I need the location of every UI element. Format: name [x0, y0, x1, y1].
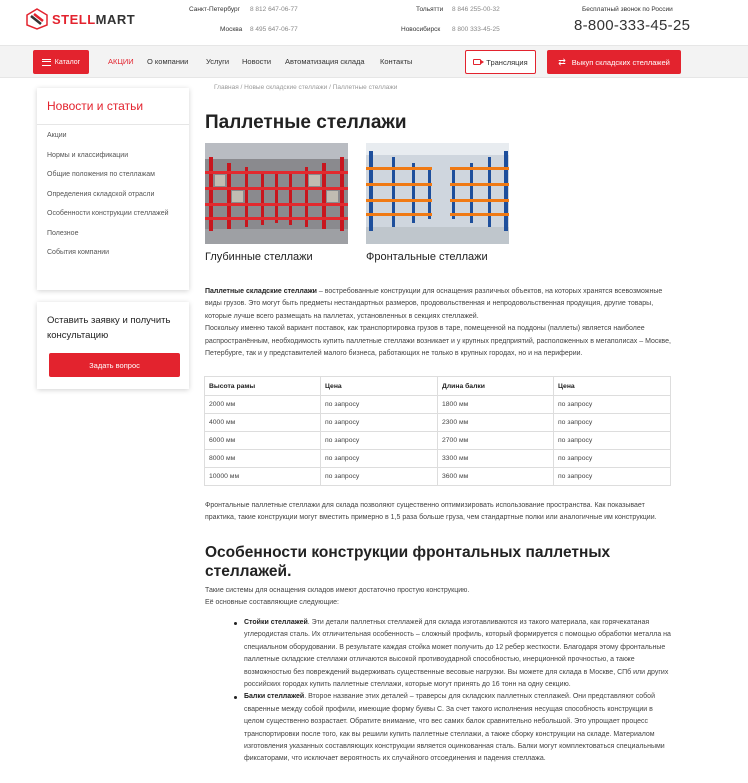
free-call-label: Бесплатный звонок по России [582, 6, 673, 13]
sidebar-news [37, 88, 189, 290]
sidebar-item-features[interactable]: Особенности конструкции стеллажей [47, 210, 169, 217]
top-header [0, 0, 748, 45]
table-cell: по запросу [554, 396, 671, 414]
category-caption-deep[interactable]: Глубинные стеллажи [205, 251, 313, 263]
feature-text: . Эти детали паллетных стеллажей для склада изготавливаются из такого материала, как горячекатаная углеродистая сталь. Их отличительная особенность – сложный профиль, который формируется с помощью обработки металла на специальном оборудовании. В результате каждая стойка может получить до 12 ребер жесткости. Благодаря этому фронтальные паллетные складские стеллажи отличаются высокой противоударной способностью, инерционной прочностью, а также возможностью без повреждений выдерживать существенные весовые нагрузки. Вы можете для склада в Москве, СПб или других российских городах купить паллетные стеллажи, которые могут принять до 16 тонн на одну секцию. [244, 619, 671, 689]
table-row [205, 450, 671, 468]
logo[interactable] [26, 8, 135, 30]
phone-tolyatti[interactable]: 8 846 255-00-32 [452, 6, 500, 13]
table-row [205, 432, 671, 450]
list-item [232, 617, 672, 691]
table-header-row [205, 377, 671, 396]
table-cell: 3600 мм [438, 468, 554, 486]
page-title: Паллетные стеллажи [205, 112, 407, 133]
category-image-deep[interactable] [205, 143, 348, 244]
table-row [205, 468, 671, 486]
table-cell: по запросу [321, 468, 438, 486]
table-cell: 2000 мм [205, 396, 321, 414]
intro-bold: Паллетные складские стеллажи [205, 288, 317, 295]
table-header: Цена [554, 377, 671, 396]
intro-text [205, 286, 671, 360]
sidebar-news-list [37, 125, 189, 258]
buyout-button[interactable] [547, 50, 681, 74]
features-list [232, 617, 672, 766]
table-cell: по запросу [554, 414, 671, 432]
catalog-button-label: Каталог [54, 58, 81, 66]
nav-link-news[interactable]: Новости [242, 57, 272, 66]
table-cell: 2300 мм [438, 414, 554, 432]
table-header: Высота рамы [205, 377, 321, 396]
sidebar-item-general[interactable]: Общие положения по стеллажам [47, 171, 155, 178]
table-cell: 1800 мм [438, 396, 554, 414]
nav-link-promo[interactable]: АКЦИИ [108, 57, 134, 66]
table-cell: по запросу [321, 396, 438, 414]
table-cell: 8000 мм [205, 450, 321, 468]
city-moscow: Москва [220, 26, 243, 33]
list-item [232, 691, 672, 765]
logo-text: STELLMART [52, 11, 136, 27]
buyout-button-label: Выкуп складских стеллажей [571, 57, 670, 67]
table-header: Цена [321, 377, 438, 396]
free-call-phone[interactable]: 8-800-333-45-25 [574, 17, 691, 34]
stream-button-label: Трансляция [486, 57, 528, 67]
intro-text-1: – востребованные конструкции для оснащения различных объектов, на которых хранятся всевозможные виды грузов. Это могут быть предметы нестандартных размеров, продовольственная и непродовольственная продукция, другие товары, которые лучше всего размещать на паллетах, установленных в секциях стеллажей. [205, 288, 663, 320]
sidebar-item-definitions[interactable]: Определения складской отрасли [47, 190, 155, 198]
sidebar-news-title: Новости и статьи [37, 88, 189, 125]
nav-link-services[interactable]: Услуги [206, 57, 230, 66]
sidebar-item-promo[interactable]: Акции [47, 132, 67, 139]
table-cell: 10000 мм [205, 468, 321, 486]
table-row [205, 414, 671, 432]
structure-intro-line-2: Её основные составляющие следующие: [205, 599, 339, 607]
section-title: Особенности конструкции фронтальных паллетных стеллажей. [205, 544, 611, 580]
table-cell: по запросу [321, 450, 438, 468]
front-racks-paragraph: Фронтальные паллетные стеллажи для склада позволяют существенно оптимизировать использование пространства. Как показывает практика, такие конструкции могут вместить примерно в 1,5 раза больше груза, чем стандартные полки или аналогичные им конструкции. [205, 502, 657, 522]
sidebar-item-norms[interactable]: Нормы и классификации [47, 151, 129, 159]
city-tolyatti: Тольятти [416, 6, 444, 13]
nav-link-about[interactable]: О компании [147, 57, 189, 66]
table-cell: 4000 мм [205, 414, 321, 432]
city-spb: Санкт-Петербург [189, 6, 240, 13]
table-cell: 6000 мм [205, 432, 321, 450]
intro-text-2: Поскольку именно такой вариант поставок, как транспортировка грузов в таре, помещенной на поддоны (паллеты) является наиболее распространённым, необходимость купить паллетные стеллажи возникает и у крупных предприятий, расположенных в мегаполисах – Москве, Петербурге, так и у представителей малого бизнеса, работающих не только в крупных городах, но и на периферии. [205, 325, 671, 358]
table-header: Длина балки [438, 377, 554, 396]
table-cell: 3300 мм [438, 450, 554, 468]
sidebar-request [37, 302, 189, 389]
exchange-arrows-icon: ⇄ [558, 56, 566, 67]
request-text: Оставить заявку и получить консультацию [47, 315, 171, 341]
table-cell: 2700 мм [438, 432, 554, 450]
sidebar-item-useful[interactable]: Полезное [47, 229, 79, 237]
front-racks-photo [366, 143, 509, 244]
structure-intro-line-1: Такие системы для оснащения складов имеют достаточно простую конструкцию. [205, 587, 470, 594]
feature-text: . Второе название этих деталей – траверсы для складских паллетных стеллажей. Они представляют собой сваренные между собой профили, имеющие форму буквы С. За счет такого исполнения несущая способность конструкции в целом существенно возрастает. Обратите внимание, что вес самих балок сравнительно небольшой. Это упрощает процесс транспортировки после того, как вы решили купить паллетные стеллажи, а также сборку конструкции на складе. Материалом изготовления указанных составляющих конструкции является оцинкованная сталь. Балки могут комплектоваться специальными фиксаторами, что исключает вероятность их случайного отсоединения и падения стеллажа. [244, 693, 665, 763]
ask-question-button[interactable]: Задать вопрос [49, 353, 180, 377]
table-cell: по запросу [554, 432, 671, 450]
city-novosibirsk: Новосибирск [401, 26, 441, 33]
structure-intro [205, 585, 671, 610]
nav-link-contacts[interactable]: Контакты [380, 57, 413, 66]
sidebar-item-events[interactable]: События компании [47, 249, 110, 256]
table-cell: по запросу [321, 432, 438, 450]
price-table [204, 376, 671, 486]
table-cell: по запросу [554, 468, 671, 486]
table-row [205, 396, 671, 414]
category-caption-front[interactable]: Фронтальные стеллажи [366, 251, 488, 263]
catalog-button[interactable] [33, 50, 89, 74]
main-nav [0, 45, 748, 78]
phone-novosibirsk[interactable]: 8 800 333-45-25 [452, 26, 500, 33]
nav-link-automation[interactable]: Автоматизация склада [285, 57, 365, 66]
table-cell: по запросу [321, 414, 438, 432]
breadcrumb[interactable]: Главная / Новые складские стеллажи / Паллетные стеллажи [214, 84, 398, 91]
phone-moscow[interactable]: 8 495 647-06-77 [250, 26, 298, 33]
logo-mark-icon [26, 8, 48, 30]
red-racks-photo [205, 143, 348, 244]
camera-icon [473, 59, 481, 65]
menu-icon [42, 59, 51, 66]
feature-title: Стойки стеллажей [244, 619, 308, 626]
phone-spb[interactable]: 8 812 647-06-77 [250, 6, 298, 13]
category-image-front[interactable] [366, 143, 509, 244]
table-cell: по запросу [554, 450, 671, 468]
feature-title: Балки стеллажей [244, 693, 305, 701]
stream-button[interactable] [465, 50, 536, 74]
